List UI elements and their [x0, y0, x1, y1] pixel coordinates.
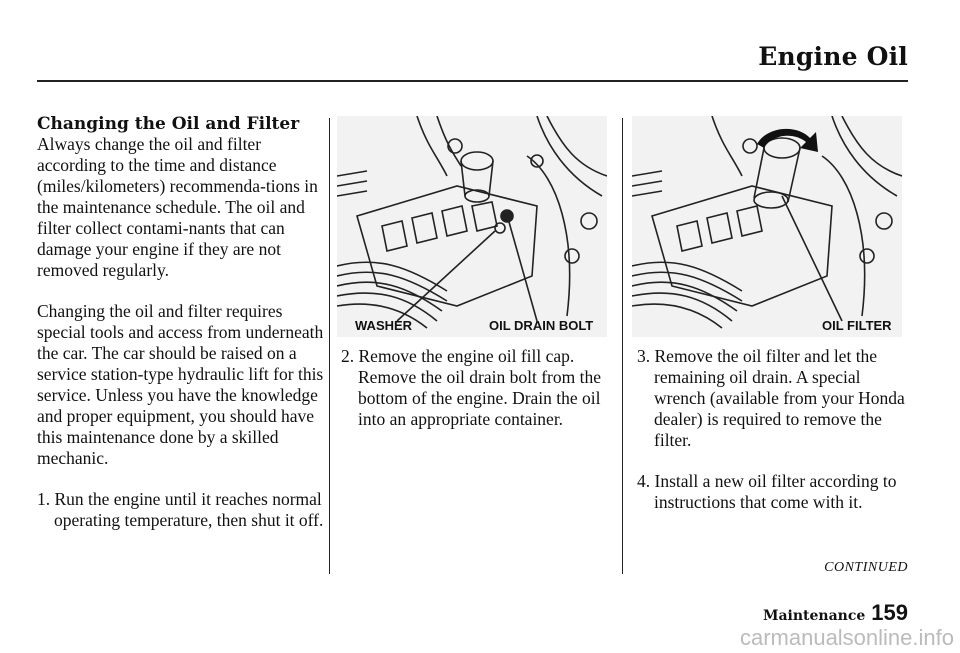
continued-note: CONTINUED: [824, 560, 908, 575]
rotate-arrow-icon: [757, 129, 818, 152]
washer-label: WASHER: [355, 318, 413, 333]
drain-bolt-illustration: [337, 116, 607, 337]
page-title: Engine Oil: [758, 42, 908, 71]
service-paragraph: Changing the oil and filter requires special tools and access from underneath the car. The car should be raised on a service station-type hydraulic lift for this service. Unless you have the knowledge and proper equipment, you should have this maintenance done by a skilled mechanic.: [37, 301, 324, 468]
page-number: 159: [871, 600, 908, 625]
column-divider-1: [329, 118, 330, 574]
oil-filter-label: OIL FILTER: [822, 318, 892, 333]
step-2: 2. Remove the engine oil fill cap. Remove the oil drain bolt from the bottom of the engine. Drain the oil into an appropriate container.: [341, 346, 602, 429]
header-rule: [37, 80, 908, 82]
column-2: [341, 346, 616, 450]
oil-filter-illustration: [632, 116, 902, 337]
column-1: [37, 114, 327, 551]
step-4: 4. Install a new oil filter according to instructions that come with it.: [637, 471, 897, 512]
section-heading: Changing the Oil and Filter: [37, 114, 300, 134]
column-divider-2: [622, 118, 623, 574]
footer-section: Maintenance: [762, 608, 866, 624]
intro-paragraph: Always change the oil and filter according to the time and distance (miles/kilometers) recommenda-tions in the maintenance schedule. The oil and filter collect contami-nants that can damage your engine if they are not removed regularly.: [37, 134, 318, 280]
watermark: carmanualsonline.info: [739, 625, 954, 650]
drain-bolt-label: OIL DRAIN BOLT: [489, 318, 594, 333]
step-3: 3. Remove the oil filter and let the remaining oil drain. A special wrench (available from your Honda dealer) is required to remove the filter.: [637, 346, 905, 450]
column-3: [637, 346, 912, 533]
page-footer: [763, 600, 908, 626]
step-1: 1. Run the engine until it reaches normal operating temperature, then shut it off.: [37, 489, 324, 530]
